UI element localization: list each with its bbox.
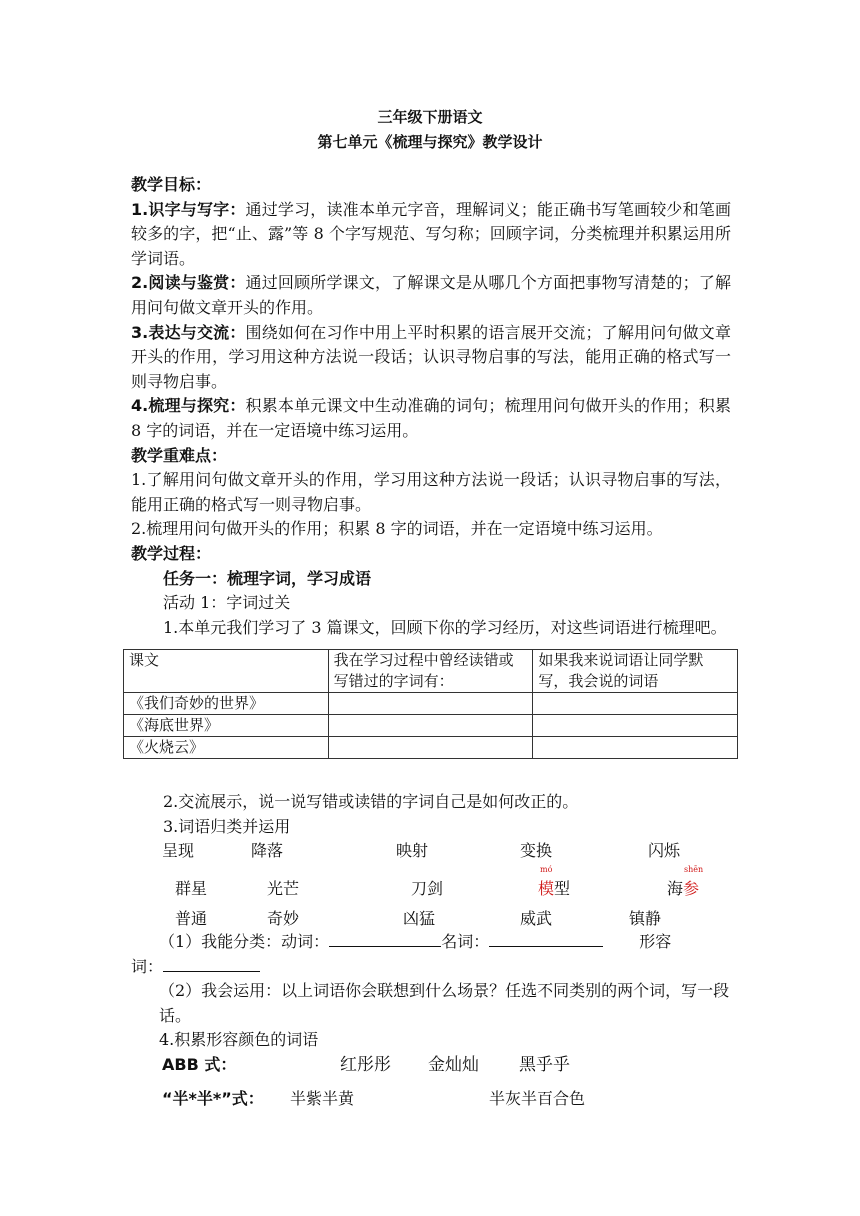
color-word: 黑乎乎 — [519, 1055, 570, 1075]
apply-instruction: （2）我会运用：以上词语你会联想到什么场景？任选不同类别的两个词，写一段话。 — [159, 981, 730, 1025]
highlighted-char: 模 — [538, 879, 555, 898]
table-cell[interactable] — [328, 693, 533, 715]
table-header-cell: 课文 — [124, 650, 329, 693]
step-3: 3.词语归类并运用 — [163, 816, 291, 836]
classify-line: （1）我能分类：动词： 名词： 形容 — [159, 932, 672, 951]
doc-title-unit: 第七单元《梳理与探究》教学设计 — [317, 133, 543, 151]
task-1-heading: 任务一：梳理字词，学习成语 — [163, 568, 372, 588]
table-row — [124, 715, 738, 737]
table-header-cell: 如果我来说词语让同学默写，我会说的词语 — [533, 650, 738, 693]
table-row — [124, 737, 738, 759]
step-2: 2.交流展示，说一说写错或读错的字词自己是如何改正的。 — [163, 792, 579, 811]
word: 普通 — [175, 909, 208, 928]
table-header-cell: 我在学习过程中曾经读错或写错过的字词有： — [328, 650, 533, 693]
goal-2: 2.阅读与鉴赏：通过回顾所学课文，了解课文是从哪几个方面把事物写清楚的；了解用问句做文章开头的作用。 — [131, 273, 731, 317]
word-with-pinyin: shēn 海参 — [667, 865, 704, 898]
table-row — [124, 693, 738, 715]
table-header-row — [124, 650, 738, 693]
goal-3: 3.表达与交流：围绕如何在习作中用上平时积累的语言展开交流；了解用问句做文章开头的作用，学习用这种方法说一段话；认识寻物启事的写法，能用正确的格式写一则寻物启事。 — [131, 322, 731, 391]
half-label: “半*半*”式： — [162, 1089, 264, 1108]
table-cell[interactable] — [328, 715, 533, 737]
goal-4: 4.梳理与探究：积累本单元课文中生动准确的词句；梳理用问句做开头的作用；积累 8 字的词语，并在一定语境中练习运用。 — [131, 396, 731, 440]
word-with-pinyin: mó 模型 — [538, 865, 571, 898]
goal-1: 1.识字与写字：通过学习，读准本单元字音，理解词义；能正确书写笔画较少和笔画较多的字，把“止、露”等 8 个字写规范、写匀称；回顾字词，分类梳理并积累运用所学词语。 — [131, 199, 731, 268]
word: 降落 — [251, 841, 284, 860]
doc-body — [131, 173, 731, 640]
word: 凶猛 — [403, 909, 436, 928]
doc-title-grade: 三年级下册语文 — [377, 108, 483, 126]
highlighted-char: 参 — [683, 879, 700, 898]
word: 威武 — [520, 909, 553, 928]
table-cell[interactable] — [328, 737, 533, 759]
pinyin-annotation: shēn — [684, 865, 704, 874]
lower-section — [131, 790, 731, 839]
word: 闪烁 — [648, 841, 681, 860]
verb-blank[interactable] — [329, 930, 441, 947]
color-word: 半紫半黄 — [290, 1089, 355, 1108]
key-point-1: 1.了解用问句做文章开头的作用，学习用这种方法说一段话；认识寻物启事的写法，能用正确的格式写一则寻物启事。 — [131, 470, 731, 514]
word: 呈现 — [162, 841, 195, 860]
word: 刀剑 — [411, 879, 444, 898]
classify-line-cont: 词： — [131, 955, 731, 980]
abb-label: ABB 式： — [162, 1055, 237, 1074]
table-cell: 《海底世界》 — [124, 715, 329, 737]
adjective-blank[interactable] — [163, 955, 260, 972]
key-heading: 教学重难点： — [131, 445, 228, 465]
noun-blank[interactable] — [489, 930, 603, 947]
table-cell: 《我们奇妙的世界》 — [124, 693, 329, 715]
table-cell[interactable] — [533, 693, 738, 715]
pinyin-annotation: mó — [540, 865, 553, 874]
step-4: 4.积累形容颜色的词语 — [159, 1030, 319, 1050]
classify-section — [131, 930, 731, 1053]
word: 奇妙 — [267, 909, 300, 928]
table-cell[interactable] — [533, 715, 738, 737]
word: 光芒 — [267, 879, 300, 898]
color-word: 金灿灿 — [428, 1055, 479, 1075]
step-1: 1.本单元我们学习了 3 篇课文，回顾下你的学习经历，对这些词语进行梳理吧。 — [163, 617, 727, 637]
table-cell[interactable] — [533, 737, 738, 759]
color-word: 半灰半百合色 — [489, 1089, 586, 1108]
key-point-2: 2.梳理用问句做开头的作用；积累 8 字的词语，并在一定语境中练习运用。 — [131, 519, 663, 539]
word: 群星 — [175, 879, 208, 898]
review-table — [123, 649, 738, 759]
activity-1: 活动 1：字词过关 — [163, 593, 291, 613]
word: 变换 — [520, 841, 553, 860]
table-cell: 《火烧云》 — [124, 737, 329, 759]
word: 映射 — [396, 841, 429, 860]
word: 镇静 — [629, 909, 662, 928]
goals-heading: 教学目标： — [131, 175, 212, 194]
process-heading: 教学过程： — [131, 543, 212, 563]
color-word: 红彤彤 — [340, 1055, 391, 1075]
